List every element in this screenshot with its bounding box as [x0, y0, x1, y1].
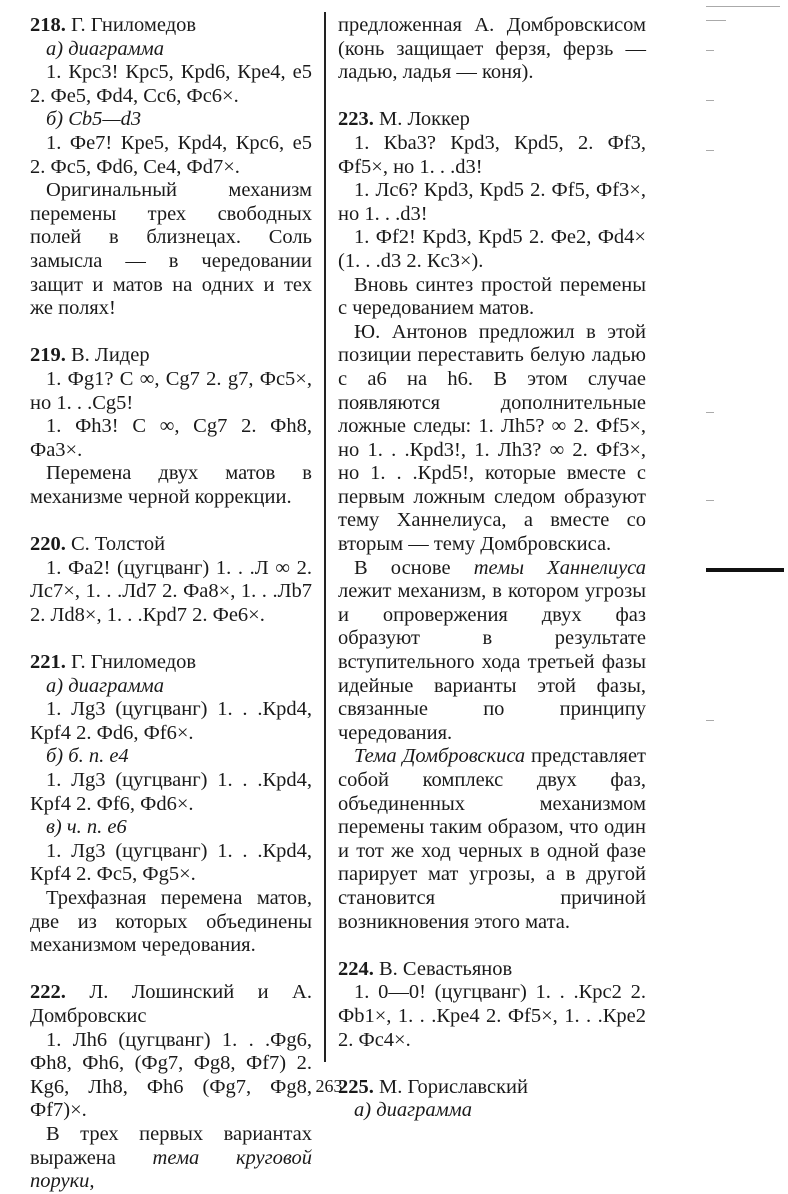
- section-gap: [338, 934, 646, 958]
- paragraph-text: 1. Лg3 (цугцванг) 1. . .Крd4, Крf4 2. Фc5, Фg5×.: [30, 839, 312, 886]
- theme-name: Тема Домбровскиса: [354, 745, 526, 768]
- solution-paragraph: [338, 14, 646, 85]
- problem-number: 219.: [30, 344, 66, 367]
- problem-author: В. Лидер: [71, 344, 150, 367]
- problem-author: Г. Гниломедов: [71, 651, 197, 674]
- paragraph-text: 1. Фh3! С ∞, Сg7 2. Фh8, Фa3×.: [30, 415, 312, 461]
- paragraph-text: В основе: [354, 556, 474, 579]
- twin-label: [30, 108, 312, 132]
- paragraph-text: 1. Крc3! Крc5, Крd6, Крe4, e5 2. Фe5, Фd4, Сc6, Фc6×.: [30, 61, 312, 107]
- section-gap: [338, 1052, 646, 1076]
- solution-paragraph: [338, 132, 646, 179]
- problem-author: Л. Лошинский и А. Домбровскис: [30, 981, 312, 1027]
- left-column: [30, 14, 312, 1194]
- problem-heading-s224: [338, 958, 646, 982]
- solution-paragraph: [30, 557, 312, 628]
- problem-heading-s220: [30, 533, 312, 557]
- paragraph-text: 1. Лh6 (цугцванг) 1. . .Фg6, Фh8, Фh6, (Фg7, Фg8, Фf7) 2. Кg6, Лh8, Фh6 (Фg7, Фg8, Фf7)×.: [30, 1028, 312, 1122]
- solution-paragraph: [30, 1123, 312, 1194]
- section-gap: [30, 958, 312, 982]
- paragraph-text: лежит механизм, в котором угрозы и опровержения двух фаз образуют в результате вступительного хода третьей фазы идейные варианты этой фазы, связанные по принципу чередования.: [338, 580, 646, 744]
- problem-heading-s219: [30, 344, 312, 368]
- solution-paragraph: [30, 61, 312, 108]
- problem-number: 222.: [30, 981, 66, 1004]
- paragraph-text: 1. Лc6? Крd3, Крd5 2. Фf5, Фf3×, но 1. . .d3!: [338, 179, 646, 225]
- paragraph-text: 1. Лg3 (цугцванг) 1. . .Крd4, Крf4 2. Фd6, Фf6×.: [30, 698, 312, 744]
- problem-heading-s218: [30, 14, 312, 38]
- paragraph-text: Ю. Антонов предложил в этой позиции переставить белую ладью с a6 на h6. В этом случае появляются дополнительные ложные следы: 1. Лh5? ∞ 2. Фf5×, но 1. . .Крd3!, 1. Лh3? ∞ 2. Фf3×, но 1. . .Крd5!, которые вместе с первым ложным следом образуют тему Ханнелиуса, а вместе со вторым — тему Домбровскиса.: [338, 320, 646, 556]
- problem-number: 224.: [338, 957, 374, 980]
- paragraph-text: 1. Фa2! (цугцванг) 1. . .Л ∞ 2. Лc7×, 1. . .Лd7 2. Фa8×, 1. . .Лb7 2. Лd8×, 1. . .Крd7 2. Фe6×.: [30, 556, 312, 626]
- paragraph-text: а) диаграмма: [46, 674, 164, 697]
- problem-author: Г. Гниломедов: [71, 14, 197, 36]
- problem-number: 221.: [30, 651, 66, 674]
- solution-paragraph: [338, 557, 646, 746]
- margin-dash: [706, 100, 714, 101]
- twin-label: [30, 816, 312, 840]
- solution-paragraph: [30, 840, 312, 887]
- margin-dash: [706, 150, 714, 151]
- margin-dash: [706, 50, 714, 51]
- margin-dash: [706, 412, 714, 413]
- paragraph-text: а) диаграмма: [354, 1099, 472, 1122]
- solution-paragraph: [338, 226, 646, 273]
- twin-label: [30, 745, 312, 769]
- section-gap: [30, 321, 312, 345]
- paragraph-text: 1. Фg1? С ∞, Сg7 2. g7, Фc5×, но 1. . .Сg5!: [30, 367, 312, 414]
- section-gap: [30, 627, 312, 651]
- solution-paragraph: [30, 132, 312, 179]
- solution-paragraph: [30, 698, 312, 745]
- solution-paragraph: [338, 179, 646, 226]
- margin-bar: [706, 568, 784, 572]
- paragraph-text: б) б. п. e4: [46, 745, 129, 768]
- paragraph-text: 1. Фe7! Крe5, Крd4, Крc6, e5 2. Фc5, Фd6, Сe4, Фd7×.: [30, 131, 312, 178]
- paragraph-text: Оригинальный механизм перемены трех свободных полей в близнецах. Соль замысла — в чередовании защит и матов на одних и тех же полях!: [30, 179, 312, 320]
- paragraph-text: 1. 0—0! (цугцванг) 1. . .Крc2 2. Фb1×, 1. . .Крe4 2. Фf5×, 1. . .Крe2 2. Фc4×.: [338, 981, 646, 1051]
- paragraph-text: В трех первых вариантах выражена: [30, 1122, 312, 1169]
- paragraph-text: 1. Кba3? Крd3, Крd5, 2. Фf3, Фf5×, но 1. . .d3!: [338, 131, 646, 178]
- problem-heading-s222: [30, 981, 312, 1028]
- right-column: [338, 14, 646, 1123]
- theme-name: тема круговой поруки,: [30, 1146, 312, 1193]
- problem-number: 223.: [338, 108, 374, 131]
- paragraph-text: Трехфазная перемена матов, две из которых объединены механизмом чередования.: [30, 886, 312, 957]
- solution-paragraph: [30, 415, 312, 462]
- solution-paragraph: [30, 769, 312, 816]
- paragraph-text: б) Сb5—d3: [46, 108, 142, 131]
- paragraph-text: а) диаграмма: [46, 37, 164, 60]
- solution-paragraph: [30, 887, 312, 958]
- margin-dash: [706, 20, 726, 21]
- twin-label: [30, 38, 312, 62]
- problem-heading-s223: [338, 108, 646, 132]
- margin-dash: [706, 500, 714, 501]
- twin-label: [338, 1099, 646, 1123]
- paragraph-text: 1. Лg3 (цугцванг) 1. . .Крd4, Крf4 2. Фf6, Фd6×.: [30, 769, 312, 815]
- problem-author: М. Локкер: [379, 108, 470, 131]
- solution-paragraph: [338, 981, 646, 1052]
- margin-dash: [706, 720, 714, 721]
- solution-paragraph: [338, 745, 646, 934]
- problem-number: 218.: [30, 14, 66, 36]
- twin-label: [30, 675, 312, 699]
- theme-name: темы Ханнелиуса: [473, 556, 646, 579]
- solution-paragraph: [30, 368, 312, 415]
- problem-number: 220.: [30, 533, 66, 556]
- solution-paragraph: [30, 179, 312, 321]
- problem-author: В. Севастьянов: [379, 957, 513, 980]
- solution-paragraph: [30, 462, 312, 509]
- section-gap: [338, 85, 646, 109]
- section-gap: [30, 509, 312, 533]
- paragraph-text: 1. Фf2! Крd3, Крd5 2. Фe2, Фd4× (1. . .d3 2. Кc3×).: [338, 226, 646, 272]
- paragraph-text: Перемена двух матов в механизме черной коррекции.: [30, 462, 312, 508]
- paragraph-text: предложенная А. Домбровскисом (конь защищает ферзя, ферзь — ладью, ладья — коня).: [338, 14, 646, 84]
- page-number: 263: [315, 1076, 343, 1096]
- paragraph-text: Вновь синтез простой перемены с чередованием матов.: [338, 273, 646, 320]
- problem-author: С. Толстой: [71, 533, 166, 556]
- problem-number: 225.: [338, 1075, 374, 1098]
- margin-dash: [706, 6, 780, 7]
- paragraph-text: представляет собой комплекс двух фаз, объединенных механизмом перемены таким образом, что один и тот же ход черных в одной фазе парирует мат угрозы, а в другой становится причиной возникновения этого мата.: [338, 745, 647, 933]
- problem-heading-s221: [30, 651, 312, 675]
- solution-paragraph: [338, 274, 646, 321]
- column-divider: [324, 12, 326, 1062]
- solution-paragraph: [338, 321, 646, 557]
- paragraph-text: в) ч. п. e6: [46, 816, 127, 839]
- problem-author: М. Гориславский: [379, 1075, 528, 1098]
